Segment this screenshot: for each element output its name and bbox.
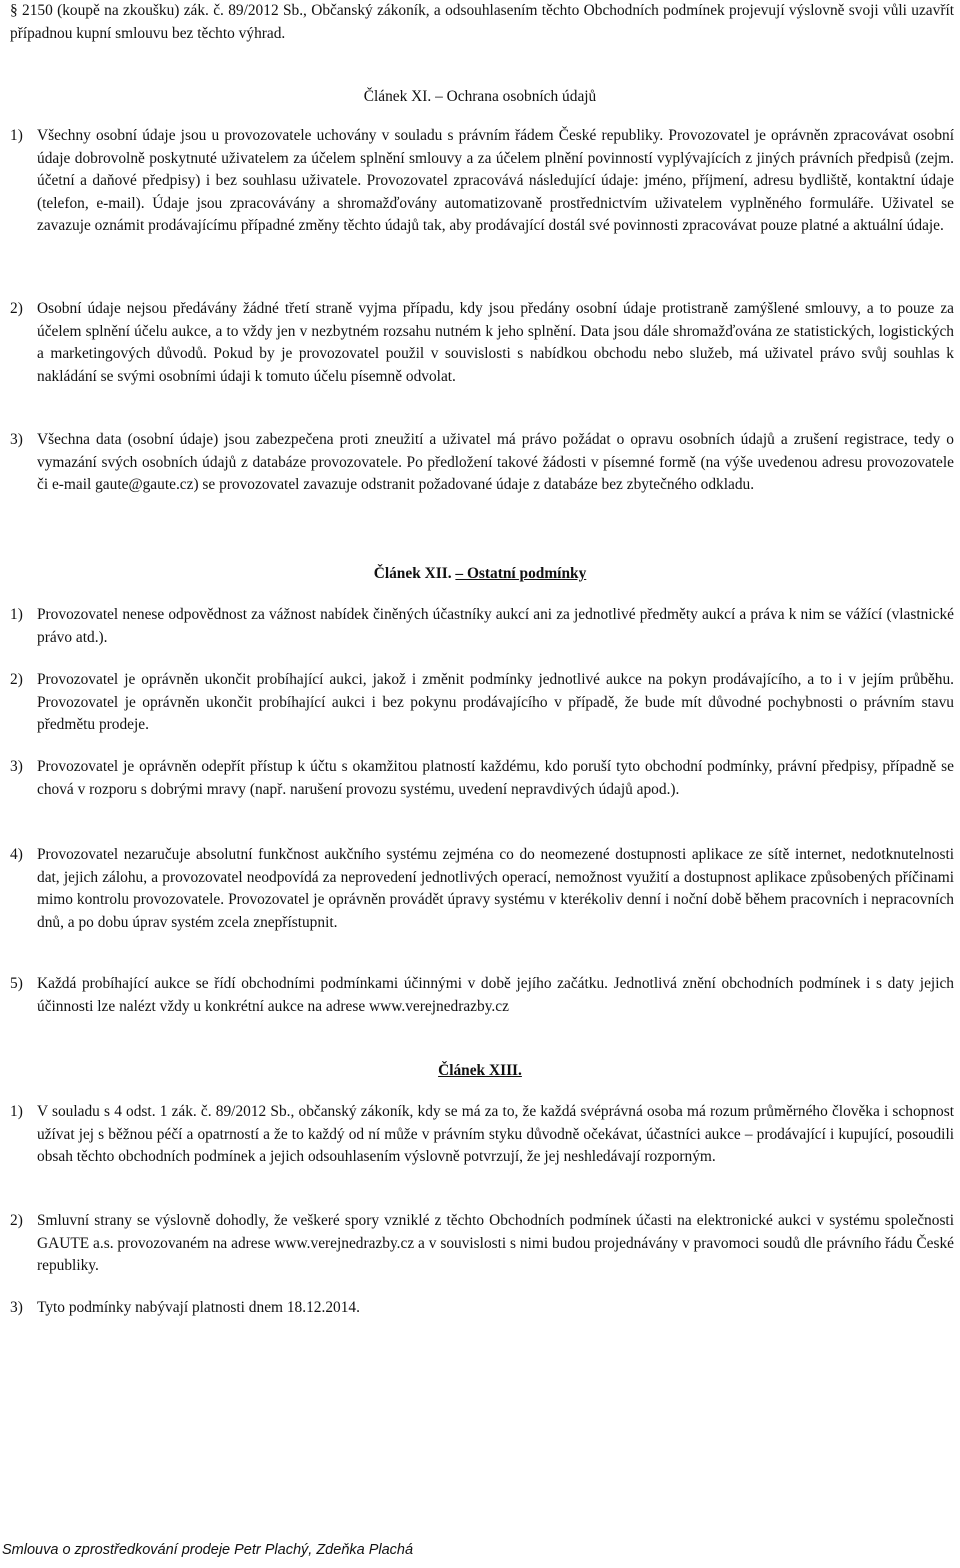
article-xi-heading: – Ochrana osobních údajů — [435, 88, 597, 105]
article-xii-item-4 — [10, 844, 954, 934]
item-text: Provozovatel nenese odpovědnost za vážnost nabídek činěných účastníky aukcí ani za jednotlivé předměty aukcí a práva k nim se vážící (vlastnické právo atd.). — [37, 606, 954, 646]
article-xiii-item-1 — [10, 1101, 954, 1169]
item-number: 1) — [10, 1103, 23, 1120]
item-text: Provozovatel je oprávněn ukončit probíhající aukci, jakož i změnit podmínky jednotlivé aukce na pokyn prodávajícího, a to i v jejím průběhu. Provozovatel je oprávněn ukončit probíhající aukci i bez pokynu prodávajícího v případě, že bude mít důvodné pochybnosti o právním stavu předmětu prodeje. — [37, 671, 954, 733]
item-number: 2) — [10, 1212, 23, 1229]
article-xi-item-2 — [10, 298, 954, 388]
item-number: 3) — [10, 1299, 23, 1316]
item-text: Provozovatel je oprávněn odepřít přístup k účtu s okamžitou platností každému, kdo poruší tyto obchodní podmínky, právní předpisy, případně se chová v rozporu s dobrými mravy (např. narušení provozu systému, uvedení nepravdivých údajů apod.). — [37, 758, 954, 798]
item-number: 2) — [10, 671, 23, 688]
item-number: 4) — [10, 846, 23, 863]
article-xii-item-2 — [10, 669, 954, 737]
article-xii-number: Článek XII. — [373, 565, 452, 582]
item-number: 1) — [10, 606, 23, 623]
item-text: Osobní údaje nejsou předávány žádné třetí straně vyjma případu, kdy jsou předány osobní údaje protistraně zamýšlené smlouvy, a to pouze za účelem splnění účelu aukce, a to vždy jen v nezbytném rozsahu nutném k jeho splnění. Data jsou dále shromažďována ze statistických, logistických a marketingových důvodů. Pokud by je provozovatel použil v souvislosti s nabídkou obchodu nebo služeb, má uživatel právo svůj souhlas k nakládání se svými osobními údaji k tomuto účelu písemně odvolat. — [37, 300, 954, 385]
article-xii-item-3 — [10, 756, 954, 801]
article-xi-item-3 — [10, 429, 954, 497]
article-xiii-item-2 — [10, 1210, 954, 1278]
item-number: 5) — [10, 975, 23, 992]
article-xi-item-1 — [10, 125, 954, 238]
page-footer: Smlouva o zprostředkování prodeje Petr Plachý, Zdeňka Plachá — [2, 1542, 414, 1558]
article-xii-heading: – Ostatní podmínky — [455, 565, 587, 582]
item-number: 3) — [10, 758, 23, 775]
article-xiii-title — [0, 1060, 960, 1083]
article-xii-title — [0, 563, 960, 586]
intro-paragraph: § 2150 (koupě na zkoušku) zák. č. 89/2012 Sb., Občanský zákoník, a odsouhlasením těchto Obchodních podmínek projevují výslovně svoji vůli uzavřít případnou kupní smlouvu bez těchto výhrad. — [10, 2, 954, 42]
article-xii-item-1 — [10, 604, 954, 649]
article-xii-item-5 — [10, 973, 954, 1018]
item-number: 1) — [10, 127, 23, 144]
item-number: 3) — [10, 431, 23, 448]
item-text: V souladu s 4 odst. 1 zák. č. 89/2012 Sb., občanský zákoník, kdy se má za to, že každá svéprávná osoba má rozum průměrného člověka i schopnost užívat jej s běžnou péčí a opatrností a že to každý od ní může v právním styku důvodně očekávat, účastníci aukce – prodávající i kupující, posoudili obsah těchto obchodních podmínek a jejich odsouhlasením výslovně potvrzují, že jej neshledávají rozporným. — [37, 1103, 954, 1165]
item-text: Všechna data (osobní údaje) jsou zabezpečena proti zneužití a uživatel má právo požádat o opravu osobních údajů a zrušení registrace, tedy o vymazání svých osobních údajů z databáze provozovatele. Po předložení takové žádosti v písemné formě (na výše uvedenou adresu provozovatele či e-mail gaute@gaute.cz) se provozovatel zavazuje odstranit požadované údaje z databáze bez zbytečného odkladu. — [37, 431, 954, 493]
article-xi-number: Článek XI. — [363, 88, 432, 105]
article-xiii-item-3 — [10, 1297, 954, 1320]
item-text: Každá probíhající aukce se řídí obchodními podmínkami účinnými v době jejího začátku. Jednotlivá znění obchodních podmínek i s daty jejich účinnosti lze nalézt vždy u konkrétní aukce na adrese www.verejnedrazby.cz — [37, 975, 954, 1015]
item-text: Všechny osobní údaje jsou u provozovatele uchovány v souladu s právním řádem České republiky. Provozovatel je oprávněn zpracovávat osobní údaje dobrovolně poskytnuté uživatelem za účelem splnění smlouvy a za účelem plnění povinností vyplývajících z jiných právních předpisů (zejm. účetní a daňové předpisy) i bez souhlasu uživatele. Provozovatel zpracovává následující údaje: jméno, příjmení, adresu bydliště, kontaktní údaje (telefon, e-mail). Údaje jsou zpracovávány a shromažďovány automatizovaně prostřednictvím uživatelem vyplněného formuláře. Uživatel se zavazuje oznámit prodávajícímu případné změny těchto údajů tak, aby prodávající dostál své povinnosti zpracovávat pouze platné a aktuální údaje. — [37, 127, 954, 234]
article-xi-title — [0, 86, 960, 109]
item-number: 2) — [10, 300, 23, 317]
item-text: Provozovatel nezaručuje absolutní funkčnost aukčního systému zejména co do neomezené dostupnosti aplikace ze sítě internet, nedotknutelnosti dat, jejich zálohu, a provozovatel neodpovídá za neprovedení jednotlivých operací, nemožnost využití a dostupnost aplikace způsobených příčinami mimo kontrolu provozovatele. Provozovatel je oprávněn provádět úpravy systému v kterékoliv denní i noční době během pracovních i nepracovních dnů, a po dobu úprav systém zcela znepřístupnit. — [37, 846, 954, 931]
item-text: Smluvní strany se výslovně dohodly, že veškeré spory vzniklé z těchto Obchodních podmínek účasti na elektronické aukci v systému společnosti GAUTE a.s. provozovaném na adrese www.verejnedrazby.cz a v souvislosti s nimi budou projednávány v pravomoci soudů dle právního řádu České republiky. — [37, 1212, 954, 1274]
item-text: Tyto podmínky nabývají platnosti dnem 18.12.2014. — [37, 1299, 360, 1316]
article-xiii-number: Článek XIII. — [438, 1062, 522, 1079]
